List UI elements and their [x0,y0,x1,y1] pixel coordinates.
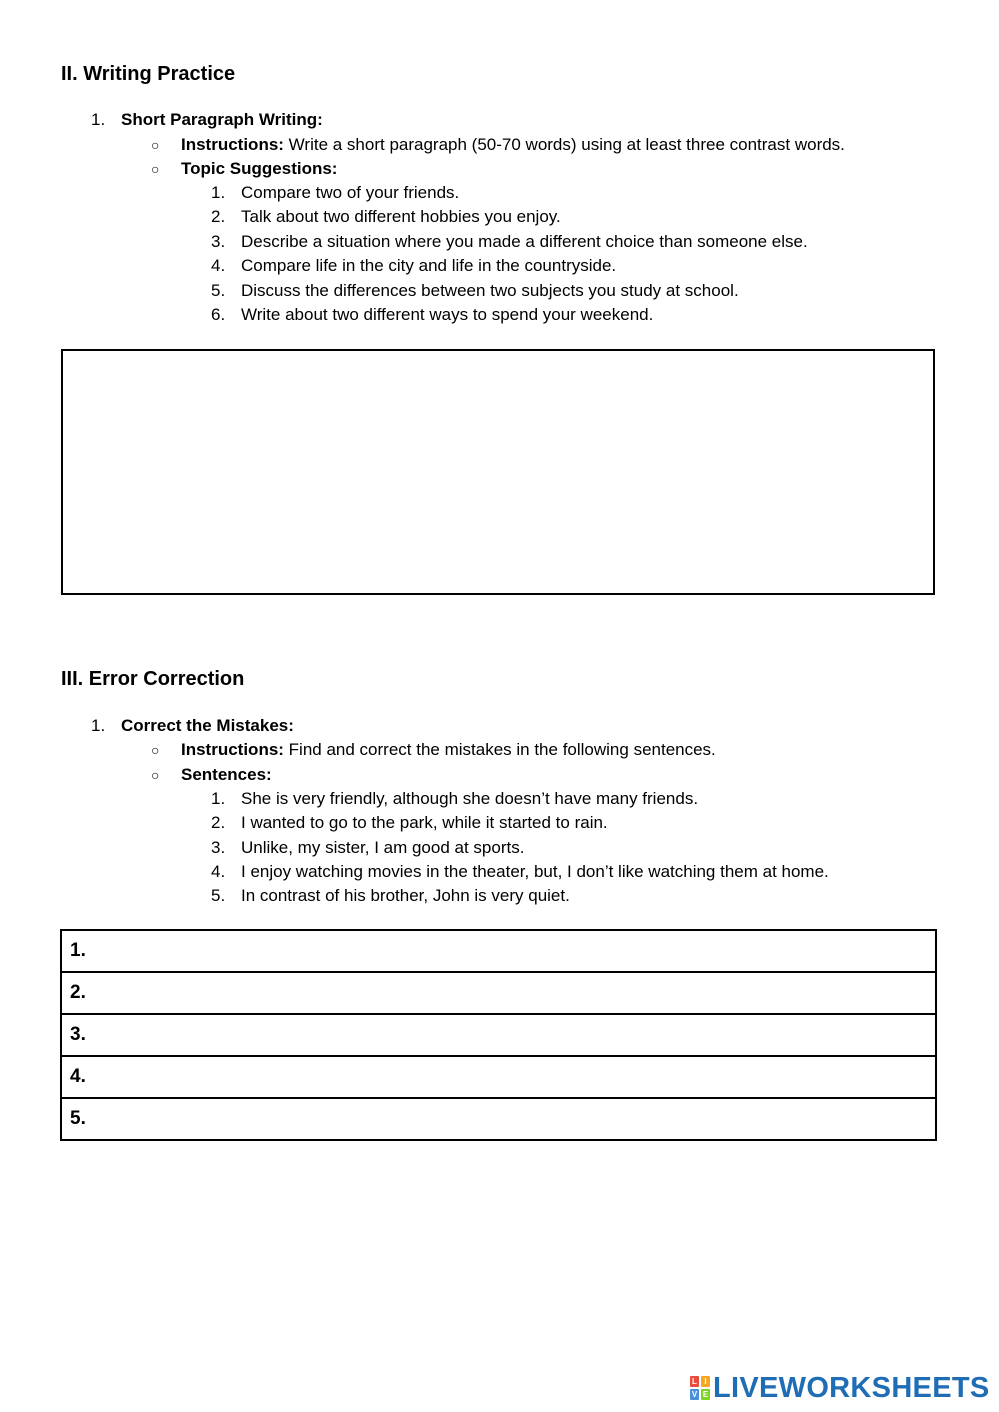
sentence-text: In contrast of his brother, John is very quiet. [241,886,570,905]
instructions-line [181,134,845,156]
answer-row [61,1056,936,1098]
instructions-label: Instructions: [181,135,284,154]
answer-row [61,972,936,1014]
answer-row [61,1098,936,1140]
topic-number: 5. [211,281,226,300]
instructions-text: Write a short paragraph (50-70 words) using at least three contrast words. [283,135,845,154]
logo-mark-v: V [691,1390,698,1399]
liveworksheets-logo[interactable] [690,1372,990,1404]
bullet-icon: ○ [151,161,160,177]
section-title-error-correction: III. Error Correction [61,668,245,690]
item-label: Short Paragraph Writing: [121,110,323,129]
topic-number: 1. [211,183,226,202]
section-title-writing-practice: II. Writing Practice [61,63,236,85]
topic-number: 3. [211,232,226,251]
topic-number: 6. [211,305,226,324]
answer-row [61,930,936,972]
logo-mark-icon [690,1376,710,1400]
answer-cell[interactable]: 2. [61,972,936,1014]
paragraph-writing-box[interactable] [61,349,935,595]
sentence-text: I enjoy watching movies in the theater, but, I don’t like watching them at home. [241,862,829,881]
bullet-icon: ○ [151,767,160,783]
topic-text: Talk about two different hobbies you enjoy. [241,207,561,226]
logo-text: LIVEWORKSHEETS [713,1371,990,1404]
topic-text: Compare life in the city and life in the countryside. [241,256,617,275]
sentence-number: 4. [211,862,226,881]
topic-text: Describe a situation where you made a different choice than someone else. [241,232,808,251]
sentences-label: Sentences: [181,765,272,784]
topic-number: 4. [211,256,226,275]
logo-mark-i: I [701,1376,710,1387]
topic-number: 2. [211,207,226,226]
topic-text: Discuss the differences between two subjects you study at school. [241,281,739,300]
answer-cell[interactable]: 3. [61,1014,936,1056]
answer-cell[interactable]: 5. [61,1098,936,1140]
sentence-number: 5. [211,886,226,905]
bullet-icon: ○ [151,742,160,758]
topic-text: Compare two of your friends. [241,183,460,202]
instructions-label: Instructions: [181,740,284,759]
sentence-text: Unlike, my sister, I am good at sports. [241,838,525,857]
answer-cell[interactable]: 4. [61,1056,936,1098]
answer-row [61,1014,936,1056]
topics-label: Topic Suggestions: [181,159,338,178]
answer-table [60,929,937,1141]
item-label: Correct the Mistakes: [121,716,294,735]
instructions-line [181,739,716,761]
sentence-text: She is very friendly, although she doesn’t have many friends. [241,789,699,808]
instructions-text: Find and correct the mistakes in the following sentences. [283,740,716,759]
answer-cell[interactable]: 1. [61,930,936,972]
logo-mark-e: E [702,1390,709,1399]
topic-text: Write about two different ways to spend your weekend. [241,305,654,324]
logo-mark-l: L [690,1376,699,1387]
item-number: 1. [91,110,106,129]
sentence-text: I wanted to go to the park, while it started to rain. [241,813,608,832]
sentence-number: 3. [211,838,226,857]
sentence-number: 1. [211,789,226,808]
bullet-icon: ○ [151,137,160,153]
item-number: 1. [91,716,106,735]
sentence-number: 2. [211,813,226,832]
